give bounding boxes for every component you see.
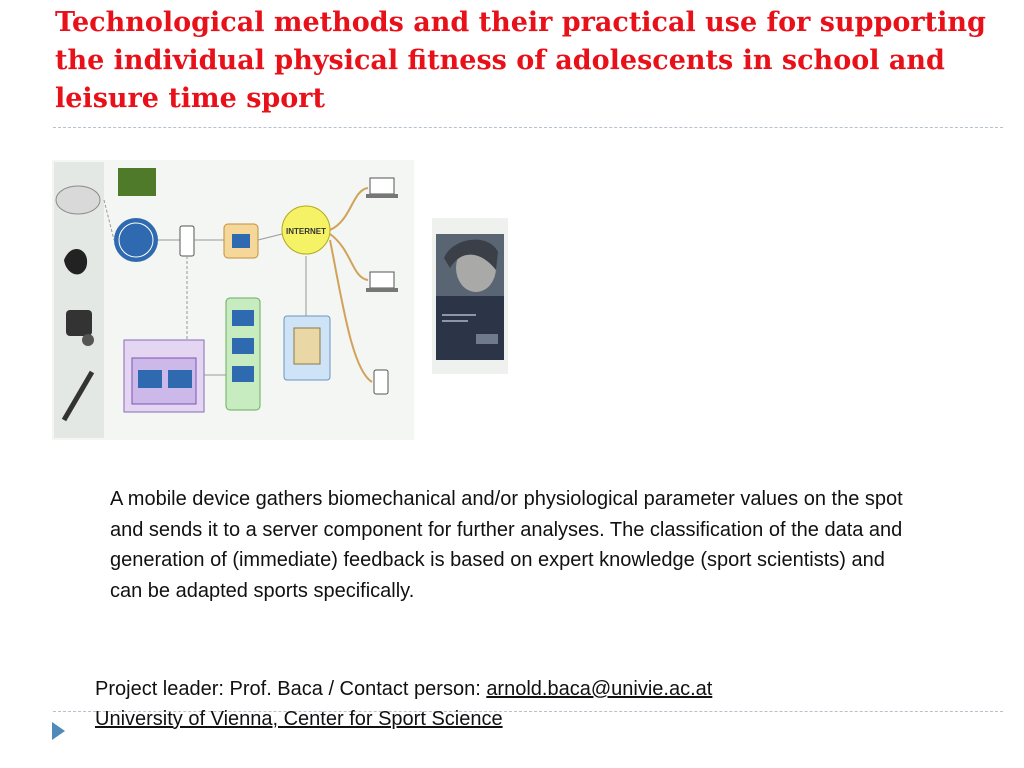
slide-title: Technological methods and their practical use for supporting the individual physical fitness of adolescents in school and leisure time sport	[55, 7, 986, 114]
university-line	[95, 705, 503, 733]
bullet-triangle-icon	[52, 722, 65, 740]
portrait-graphic	[432, 218, 508, 374]
system-architecture-diagram	[52, 160, 414, 440]
university-link[interactable]: University of Vienna, Center for Sport Science	[95, 708, 503, 730]
portrait-photo	[432, 218, 508, 374]
description-text: A mobile device gathers biomechanical and/or physiological parameter values on the spot and sends it to a server component for further analyses. The classification of the data and generation of (immediate) feedback is based on expert knowledge (sport scientists) and can be adapted sports specifically.	[110, 488, 903, 602]
diagram-graphic	[52, 160, 414, 440]
project-leader-label: Project leader: Prof. Baca / Contact person:	[95, 678, 487, 700]
project-leader-line	[95, 675, 712, 703]
title-divider	[53, 127, 1003, 128]
contact-email-link[interactable]: arnold.baca@univie.ac.at	[486, 678, 713, 700]
internet-label: INTERNET	[286, 227, 326, 236]
